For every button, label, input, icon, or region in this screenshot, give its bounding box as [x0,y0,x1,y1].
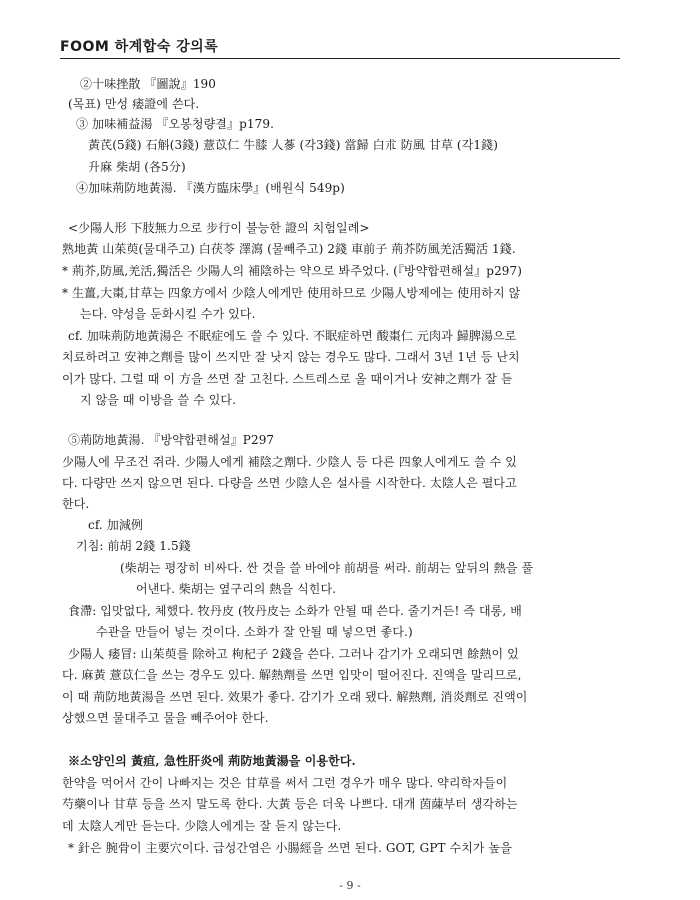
text-line: ④加味荊防地黃湯. 『漢方臨床學』(배원식 549p) [76,181,345,195]
text-line: 食滯: 입맛없다, 체했다. 牧丹皮 (牧丹皮는 소화가 안될 때 쓴다. 줄기거든! 즉 대롱, 배 [68,604,522,618]
text-line: ②十味挫散 『圖說』190 [80,77,217,91]
text-line: (柴胡는 평장히 비싸다. 싼 것을 쓸 바에야 前胡를 써라. 前胡는 앞뒤의 熱을 풀 [120,561,534,575]
text-line: (목표) 만성 痿證에 쓴다. [68,97,200,111]
text-line: * 生薑,大棗,甘草는 四象方에서 少陰人에게만 使用하므로 少陽人방제에는 使用하지 않 [62,286,521,300]
page-header-title: FOOM 하계합숙 강의록 [60,39,219,55]
text-line: ⑤荊防地黃湯. 『방약합편해설』P297 [68,433,275,447]
text-line: 이가 많다. 그럴 때 이 方을 쓰면 잘 고친다. 스트레스로 올 때이거나 安神之劑가 잘 듣 [62,372,513,386]
text-line: * 荊芥,防風,羌活,獨活은 少陽人의 補陰하는 약으로 봐주었다. (『방약합편해설』p297) [62,264,523,278]
text-line: 한다. [62,497,90,511]
text-line: 지 않을 때 이방을 쓸 수 있다. [80,393,237,407]
text-line: 熟地黃 山茱萸(물대주고) 白茯苓 澤瀉 (물빼주고) 2錢 車前子 荊芥防風羌活獨活 1錢. [62,242,516,256]
text-line: 이 때 荊防地黃湯을 쓰면 된다. 效果가 좋다. 감기가 오래 됐다. 解熱劑, 消炎劑로 진액이 [62,690,528,704]
text-line: 少陽人 痿冒: 山茱萸를 除하고 枸杞子 2錢을 쓴다. 그러나 감기가 오래되면 餘熱이 있 [68,647,519,661]
page-number: - 9 - [339,879,361,892]
text-line: 치료하려고 安神之劑를 많이 쓰지만 잘 낫지 않는 경우도 많다. 그래서 3년 1년 등 난치 [62,350,520,364]
text-line: cf. 加味荊防地黃湯은 不眠症에도 쓸 수 있다. 不眠症하면 酸棗仁 元肉과 歸脾湯으로 [68,329,517,343]
text-line: 한약을 먹어서 간이 나빠지는 것은 甘草를 써서 그런 경우가 매우 많다. 약리학자들이 [62,776,508,790]
text-line: 다. 다량만 쓰지 않으면 된다. 다량을 쓰면 少陰人은 설사를 시작한다. 太陰人은 펼다고 [62,476,517,490]
text-line: 어낸다. 柴胡는 옆구리의 熱을 식힌다. [136,582,337,596]
text-line: cf. 加減例 [88,518,144,532]
text-line: 데 太陰人게만 듣는다. 少陰人에게는 잘 듣지 않는다. [62,819,342,833]
text-line: ※소양인의 黃疸, 急性肝炎에 荊防地黃湯을 이용한다. [68,754,356,768]
text-line: ③ 加味補益湯 『오봉청량결』p179. [76,117,274,131]
header-rule [60,58,620,59]
text-line: 는다. 약성을 둔화시킬 수가 있다. [80,307,256,321]
text-line: 少陽人에 무조건 쥐라. 少陽人에게 補陰之劑다. 少陰人 등 다른 四象人에게도 쓸 수 있 [62,455,517,469]
text-line: 升麻 柴胡 (各5分) [88,160,186,174]
text-line: * 針은 腕骨이 主要穴이다. 급성간염은 小腸經을 쓰면 된다. GOT, GPT 수치가 높을 [68,841,512,855]
text-line: <少陽人形 下肢無力으로 步行이 불능한 證의 치험일례> [68,221,370,235]
text-line: 수관을 만들어 넣는 것이다. 소화가 잘 안될 때 넣으면 좋다.) [96,625,413,639]
text-line: 芍藥이나 甘草 등을 쓰지 말도록 한다. 大黃 등은 더욱 나쁘다. 대개 茵蔯부터 생각하는 [62,797,518,811]
text-line: 黃芪(5錢) 石斛(3錢) 薏苡仁 牛膝 人蔘 (각3錢) 當歸 白朮 防風 甘草 (각1錢) [88,138,499,152]
text-line: 다. 麻黃 薏苡仁을 쓰는 경우도 있다. 解熱劑를 쓰면 입맛이 떨어진다. 진액을 말리므로, [62,668,522,682]
text-line: 기침: 前胡 2錢 1.5錢 [76,539,191,553]
text-line: 상했으면 물대주고 물을 빼주어야 한다. [62,711,269,725]
